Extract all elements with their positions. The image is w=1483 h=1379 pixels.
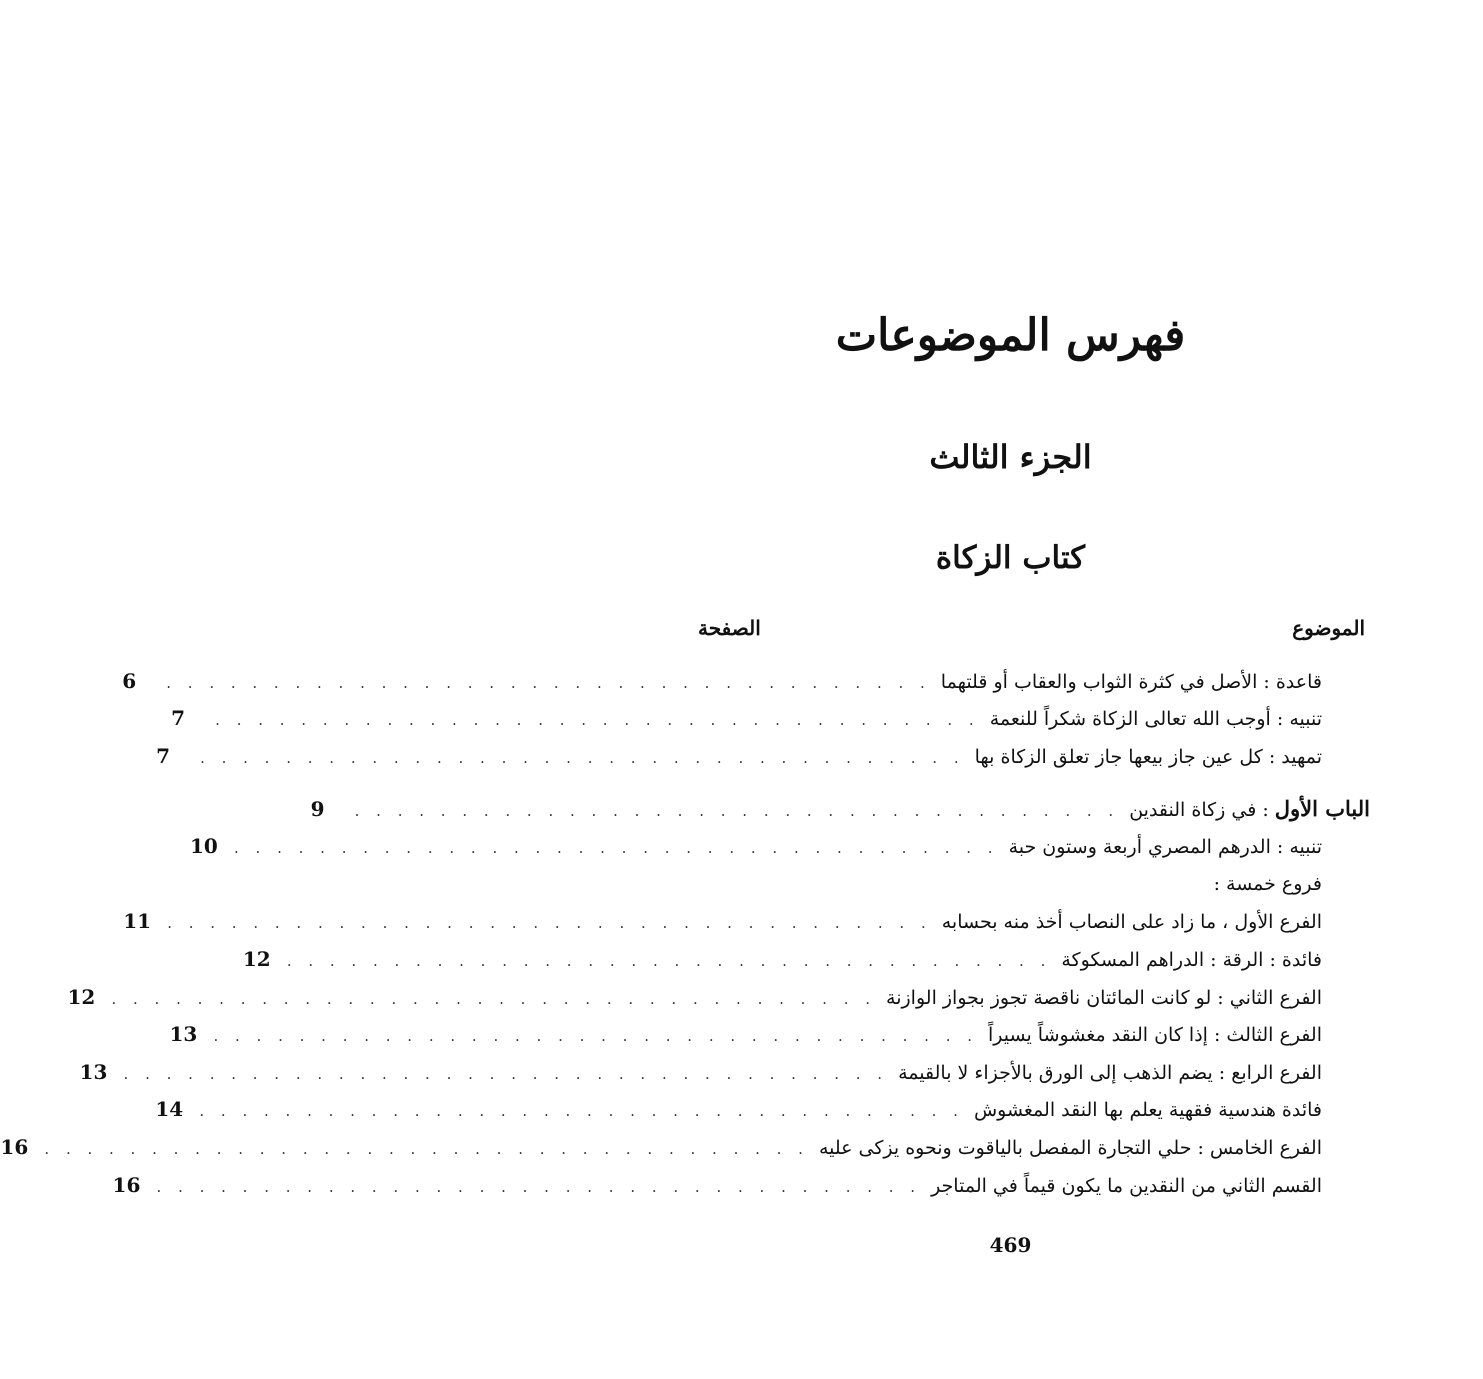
toc-entry [242, 944, 1370, 974]
dot-leader: . . . . . . . . . . . . . . . . . . . . . . . . . . . . . . . . . . . . [200, 749, 965, 767]
toc-entry-page: 7 [156, 744, 170, 768]
toc-entry-text: الفرع الخامس : حلي التجارة المفصل بالياقوت ونحوه يزكى عليه [818, 1137, 1322, 1159]
toc-entry-page: 12 [242, 947, 271, 971]
toc-entry-page: 11 [123, 909, 152, 933]
toc-entry-page: 12 [67, 985, 96, 1009]
toc-entry-page: 9 [310, 797, 325, 821]
toc-entry-text: فروع خمسة : [1213, 873, 1322, 895]
toc-entry-text: : في زكاة النقدين [1129, 799, 1269, 821]
toc-entry [156, 741, 1370, 771]
toc-entry-text: الفرع الرابع : يضم الذهب إلى الورق بالأجزاء لا بالقيمة [898, 1062, 1322, 1084]
toc-entry-text: تنبيه : أوجب الله تعالى الزكاة شكراً للنعمة [989, 708, 1322, 730]
dot-leader: . . . . . . . . . . . . . . . . . . . . . . . . . . . . . . . . . . . . [215, 711, 980, 729]
toc-entry-text: الفرع الثالث : إذا كان النقد مغشوشاً يسيراً [988, 1024, 1322, 1046]
dot-leader: . . . . . . . . . . . . . . . . . . . . . . . . . . . . . . . . . . . . [213, 1027, 979, 1045]
toc-entry [123, 906, 1370, 936]
book-title: كتاب الزكاة [935, 540, 1086, 576]
toc-entry [190, 831, 1370, 861]
dot-leader: . . . . . . . . . . . . . . . . . . . . . . . . . . . . . . . . . . . . [111, 990, 877, 1008]
chapter-label: الباب الأول [1274, 796, 1370, 821]
toc-entry-page: 16 [112, 1173, 141, 1197]
toc-chapter-entry [310, 794, 1370, 824]
toc-entry [171, 703, 1370, 733]
toc-entry-page: 10 [190, 834, 218, 858]
toc-entry-text: فائدة هندسية فقهية يعلم بها النقد المغشوش [973, 1099, 1322, 1121]
topic-column-header: الموضوع [1292, 616, 1365, 640]
toc-entry-page: 13 [79, 1060, 108, 1084]
dot-leader: . . . . . . . . . . . . . . . . . . . . . . . . . . . . . . . . . . . . [234, 839, 999, 857]
dot-leader: . . . . . . . . . . . . . . . . . . . . . . . . . . . . . . . . . . . . [354, 802, 1120, 820]
toc-entry-page: 6 [122, 669, 137, 693]
index-title: فهرس الموضوعات [835, 310, 1186, 361]
toc-entry [112, 1170, 1370, 1200]
toc-entry-page: 13 [169, 1022, 198, 1046]
toc-entry [0, 1132, 1370, 1162]
toc-entry-page: 14 [155, 1097, 184, 1121]
page-number: 469 [989, 1233, 1032, 1257]
toc-entry [79, 1057, 1370, 1087]
toc-entry [155, 1094, 1370, 1124]
toc-entry [122, 666, 1370, 696]
toc-entry [67, 982, 1370, 1012]
dot-leader: . . . . . . . . . . . . . . . . . . . . . . . . . . . . . . . . . . . . [123, 1065, 889, 1083]
dot-leader: . . . . . . . . . . . . . . . . . . . . . . . . . . . . . . . . . . . . [166, 674, 931, 692]
toc-entry-text: القسم الثاني من النقدين ما يكون قيماً في المتاجر [931, 1175, 1322, 1197]
page-column-header: الصفحة [698, 616, 761, 640]
dot-leader: . . . . . . . . . . . . . . . . . . . . . . . . . . . . . . . . . . . . [44, 1140, 809, 1158]
toc-entry-text: تمهيد : كل عين جاز بيعها جاز تعلق الزكاة بها [974, 746, 1322, 768]
toc-entry-page: 7 [171, 706, 186, 730]
toc-entry-text: تنبيه : الدرهم المصري أربعة وستون حبة [1008, 836, 1322, 858]
toc-entry-text: قاعدة : الأصل في كثرة الثواب والعقاب أو قلتهما [940, 671, 1322, 693]
dot-leader: . . . . . . . . . . . . . . . . . . . . . . . . . . . . . . . . . . . . [286, 952, 1052, 970]
toc-entry-text: الفرع الأول ، ما زاد على النصاب أخذ منه بحسابه [941, 911, 1322, 933]
dot-leader: . . . . . . . . . . . . . . . . . . . . . . . . . . . . . . . . . . . . [156, 1178, 922, 1196]
toc-entry [700, 869, 1370, 899]
toc-entry-page: 16 [0, 1135, 29, 1159]
dot-leader: . . . . . . . . . . . . . . . . . . . . . . . . . . . . . . . . . . . . [167, 914, 932, 932]
dot-leader: . . . . . . . . . . . . . . . . . . . . . . . . . . . . . . . . . . . . [199, 1102, 964, 1120]
toc-entry [169, 1019, 1370, 1049]
toc-entry-text: فائدة : الرقة : الدراهم المسكوكة [1061, 949, 1322, 971]
toc-entry-text: الفرع الثاني : لو كانت المائتان ناقصة تجوز بجواز الوازنة [886, 987, 1322, 1009]
part-title: الجزء الثالث [929, 438, 1092, 476]
